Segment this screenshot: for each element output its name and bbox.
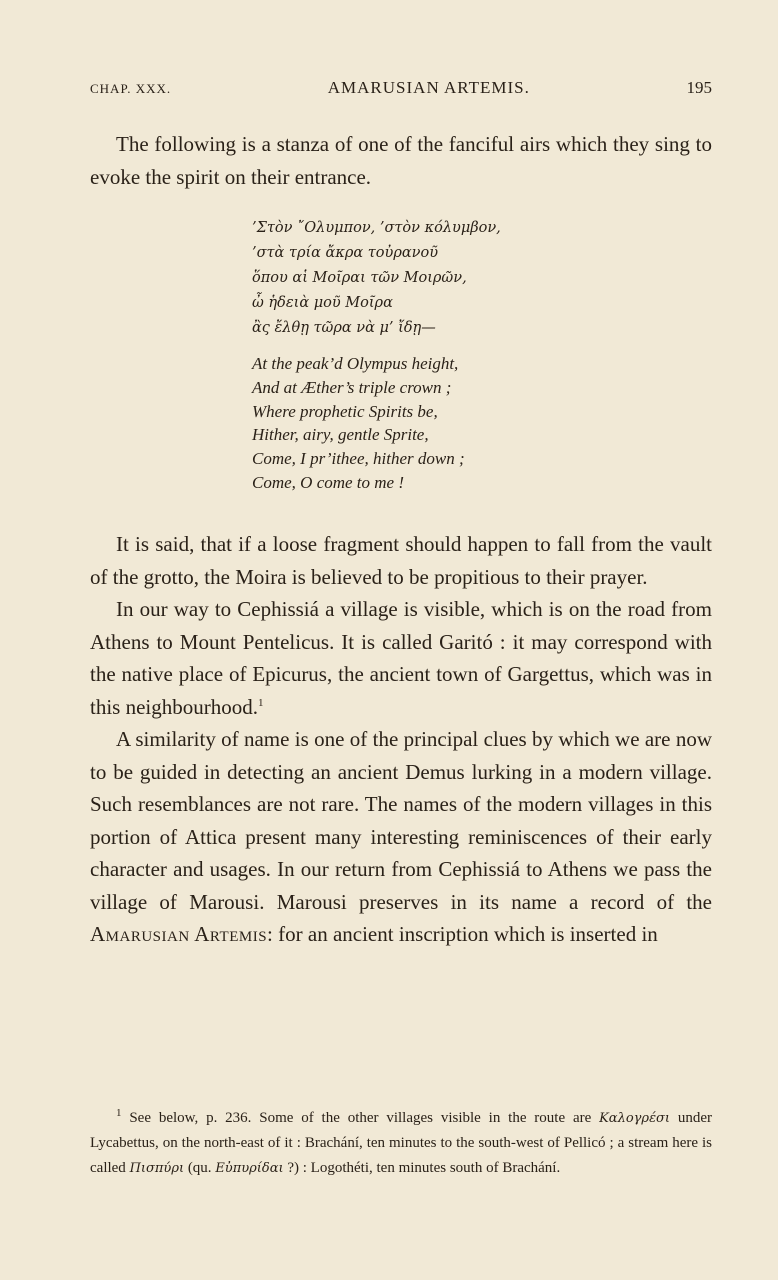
footnote-text: See below, p. 236. Some of the other villages visible in the route are bbox=[129, 1110, 592, 1126]
chapter-label: CHAP. XXX. bbox=[90, 81, 172, 96]
running-header bbox=[90, 78, 712, 98]
greek-word: Καλογρέσι bbox=[599, 1111, 671, 1126]
footnote-text: ?) : Logothéti, ten minutes south of Brachání. bbox=[287, 1160, 561, 1176]
english-verse bbox=[252, 352, 612, 495]
main-text bbox=[90, 528, 712, 951]
verse-line: Hither, airy, gentle Sprite, bbox=[252, 425, 429, 445]
running-title: AMARUSIAN ARTEMIS. bbox=[327, 78, 530, 97]
paragraph-similarity-text: A similarity of name is one of the principal clues by which we are now to be guided in detecting an ancient Demus lurking in a modern village. Such resemblances are not rare. The names of the modern villages in this portion of Attica present many interesting reminiscences of their early character and usages. In our return from Cephissiá to Athens we pass the village of Marousi. Marousi preserves in its name a record of the bbox=[90, 727, 712, 914]
greek-line: ’Στὸν ῎Ολυμπον, ’στὸν κόλυμβον, bbox=[252, 220, 501, 236]
greek-stanza bbox=[252, 216, 612, 341]
greek-word: Πισπύρι bbox=[129, 1161, 185, 1176]
footnote-1 bbox=[90, 1106, 712, 1181]
footnote-reference[interactable]: 1 bbox=[258, 696, 264, 709]
greek-line: ’στὰ τρία ἄκρα τοὐρανοῦ bbox=[252, 245, 439, 261]
footnote-text: under Lycabettus, on the north-east of it : Brachání, ten minutes to the south-west of Pellicó ; a stream here is called bbox=[90, 1110, 712, 1176]
small-caps-name: Amarusian Artemis bbox=[90, 922, 268, 946]
page-number: 195 bbox=[686, 78, 712, 97]
greek-word: Εὐπυρίδαι bbox=[215, 1161, 284, 1176]
intro-paragraph bbox=[90, 128, 712, 193]
greek-line: ἂς ἔλθῃ τῶρα νὰ μ’ ἴδῃ— bbox=[252, 320, 436, 336]
verse-line: And at Æther’s triple crown ; bbox=[252, 377, 452, 397]
verse-line: At the peak’d Olympus height, bbox=[252, 354, 459, 373]
footnotes bbox=[90, 1106, 712, 1181]
paragraph-grotto: It is said, that if a loose fragment should happen to fall from the vault of the grotto, the Moira is believed to be propitious to their prayer. bbox=[90, 532, 712, 589]
paragraph-cephissia bbox=[90, 593, 712, 723]
verse-line: Come, O come to me ! bbox=[252, 472, 405, 492]
footnote-mark: 1 bbox=[116, 1107, 122, 1119]
paragraph-similarity-end: : for an ancient inscription which is inserted in bbox=[267, 922, 658, 946]
intro-text: The following is a stanza of one of the fanciful airs which they sing to evoke the spirit on their entrance. bbox=[90, 132, 712, 189]
paragraph-cephissia-text: In our way to Cephissiá a village is visible, which is on the road from Athens to Mount Pentelicus. It is called Garitó : it may correspond with the native place of Epicurus, the ancient town of Gargettus, which was in this neighbourhood. bbox=[90, 597, 712, 719]
greek-line: ὅπου αἱ Μοῖραι τῶν Μοιρῶν, bbox=[252, 270, 467, 286]
verse-line: Come, I pr’ithee, hither down ; bbox=[252, 449, 465, 469]
greek-line: ὦ ἡδειὰ μοῦ Μοῖρα bbox=[252, 295, 393, 311]
verse-line: Where prophetic Spirits be, bbox=[252, 401, 438, 421]
footnote-text: (qu. bbox=[187, 1160, 212, 1176]
paragraph-similarity bbox=[90, 723, 712, 951]
